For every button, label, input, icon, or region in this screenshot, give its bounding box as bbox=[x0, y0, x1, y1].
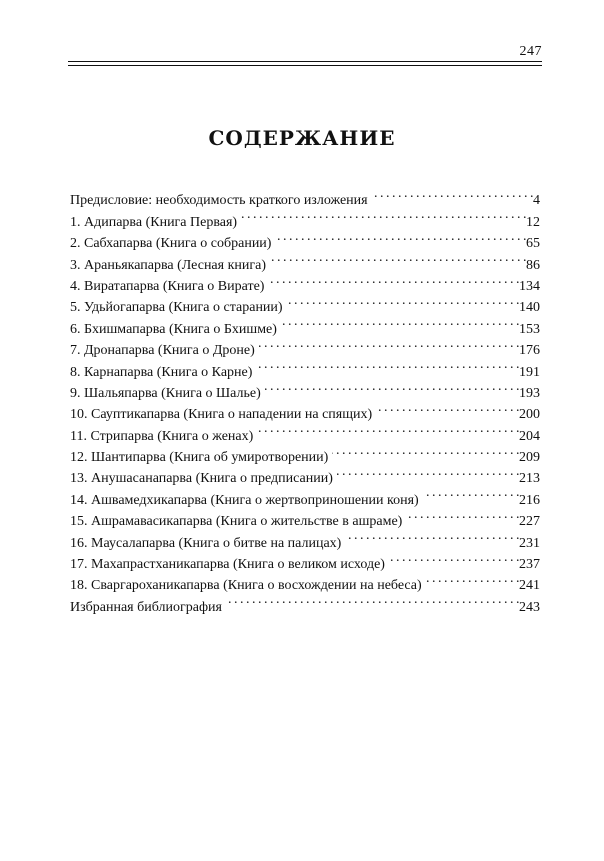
dot-leader bbox=[426, 568, 519, 589]
dot-leader bbox=[275, 226, 526, 247]
dot-leader bbox=[332, 440, 519, 461]
toc-entry-label: 8. Карнапарва (Книга о Карне) bbox=[70, 364, 253, 380]
dot-leader bbox=[372, 183, 533, 204]
toc-entry-label: 2. Сабхапарва (Книга о собрании) bbox=[70, 236, 272, 252]
toc-entry-label: 17. Махапрастханикапарва (Книга о великом исходе) bbox=[70, 557, 385, 573]
toc-title: СОДЕРЖАНИЕ bbox=[208, 126, 396, 150]
toc-entry-page: 134 bbox=[519, 278, 540, 294]
toc-entry-label: 10. Сауптикапарва (Книга о нападении на спящих) bbox=[70, 407, 373, 423]
dot-leader bbox=[259, 333, 519, 354]
toc-entry-label: 15. Ашрамавасикапарва (Книга о жительстве в ашраме) bbox=[70, 514, 403, 530]
toc-entry-page: 209 bbox=[519, 450, 540, 466]
dot-leader bbox=[241, 204, 526, 225]
dot-leader bbox=[423, 482, 519, 503]
toc-entry-label: 16. Маусалапарва (Книга о битве на палицах) bbox=[70, 535, 342, 551]
dot-leader bbox=[256, 354, 519, 375]
toc-entry-label: 13. Анушасанапарва (Книга о предписании) bbox=[70, 471, 333, 487]
dot-leader bbox=[257, 418, 519, 439]
dot-leader bbox=[226, 589, 519, 610]
dot-leader bbox=[389, 547, 519, 568]
toc-entry-label: 18. Сваргароханикапарва (Книга о восхождении на небеса) bbox=[70, 578, 422, 594]
dot-leader bbox=[406, 504, 519, 525]
toc-entry-page: 86 bbox=[526, 257, 540, 273]
page-number: 247 bbox=[519, 44, 542, 59]
toc-entry-page: 153 bbox=[519, 321, 540, 337]
toc-entry-label: 6. Бхишмапарва (Книга о Бхишме) bbox=[70, 321, 277, 337]
toc-entry-page: 12 bbox=[526, 214, 540, 230]
toc-entry-label: Избранная библиография bbox=[70, 599, 222, 615]
toc-entry-label: 4. Виратапарва (Книга о Вирате) bbox=[70, 278, 265, 294]
toc-entry-label: 5. Удьйогапарва (Книга о старании) bbox=[70, 300, 283, 316]
toc-entry-page: 193 bbox=[519, 385, 540, 401]
toc-entry-page: 65 bbox=[526, 236, 540, 252]
toc-entry-page: 216 bbox=[519, 492, 540, 508]
toc-entry-page: 231 bbox=[519, 535, 540, 551]
toc-entry-label: 7. Дронапарва (Книга о Дроне) bbox=[70, 343, 255, 359]
toc-entry-page: 176 bbox=[519, 343, 540, 359]
toc-entry[interactable] bbox=[70, 183, 540, 209]
dot-leader bbox=[265, 376, 519, 397]
toc-entry-page: 204 bbox=[519, 428, 540, 444]
toc-entry-label: Предисловие: необходимость краткого изложения bbox=[70, 193, 368, 209]
toc-entry-page: 243 bbox=[519, 599, 540, 615]
toc-entry-page: 227 bbox=[519, 514, 540, 530]
toc-entry-label: 14. Ашвамедхикапарва (Книга о жертвоприношении коня) bbox=[70, 492, 419, 508]
toc-entry-page: 191 bbox=[519, 364, 540, 380]
toc-entry-page: 140 bbox=[519, 300, 540, 316]
toc-entry-label: 9. Шальяпарва (Книга о Шалье) bbox=[70, 385, 261, 401]
dot-leader bbox=[270, 247, 526, 268]
toc-entry-page: 213 bbox=[519, 471, 540, 487]
dot-leader bbox=[376, 397, 519, 418]
toc-entry-page: 241 bbox=[519, 578, 540, 594]
toc-entry-label: 11. Стрипарва (Книга о женах) bbox=[70, 428, 254, 444]
dot-leader bbox=[337, 461, 519, 482]
table-of-contents bbox=[70, 183, 540, 615]
toc-entry-label: 1. Адипарва (Книга Первая) bbox=[70, 214, 238, 230]
dot-leader bbox=[281, 311, 519, 332]
dot-leader bbox=[287, 290, 519, 311]
toc-entry-label: 3. Араньякапарва (Лесная книга) bbox=[70, 257, 266, 273]
toc-entry-page: 237 bbox=[519, 557, 540, 573]
dot-leader bbox=[345, 525, 519, 546]
dot-leader bbox=[268, 269, 519, 290]
toc-entry-page: 200 bbox=[519, 407, 540, 423]
toc-entry-page: 4 bbox=[533, 193, 540, 209]
header-double-rule bbox=[68, 61, 542, 66]
toc-entry-label: 12. Шантипарва (Книга об умиротворении) bbox=[70, 450, 329, 466]
